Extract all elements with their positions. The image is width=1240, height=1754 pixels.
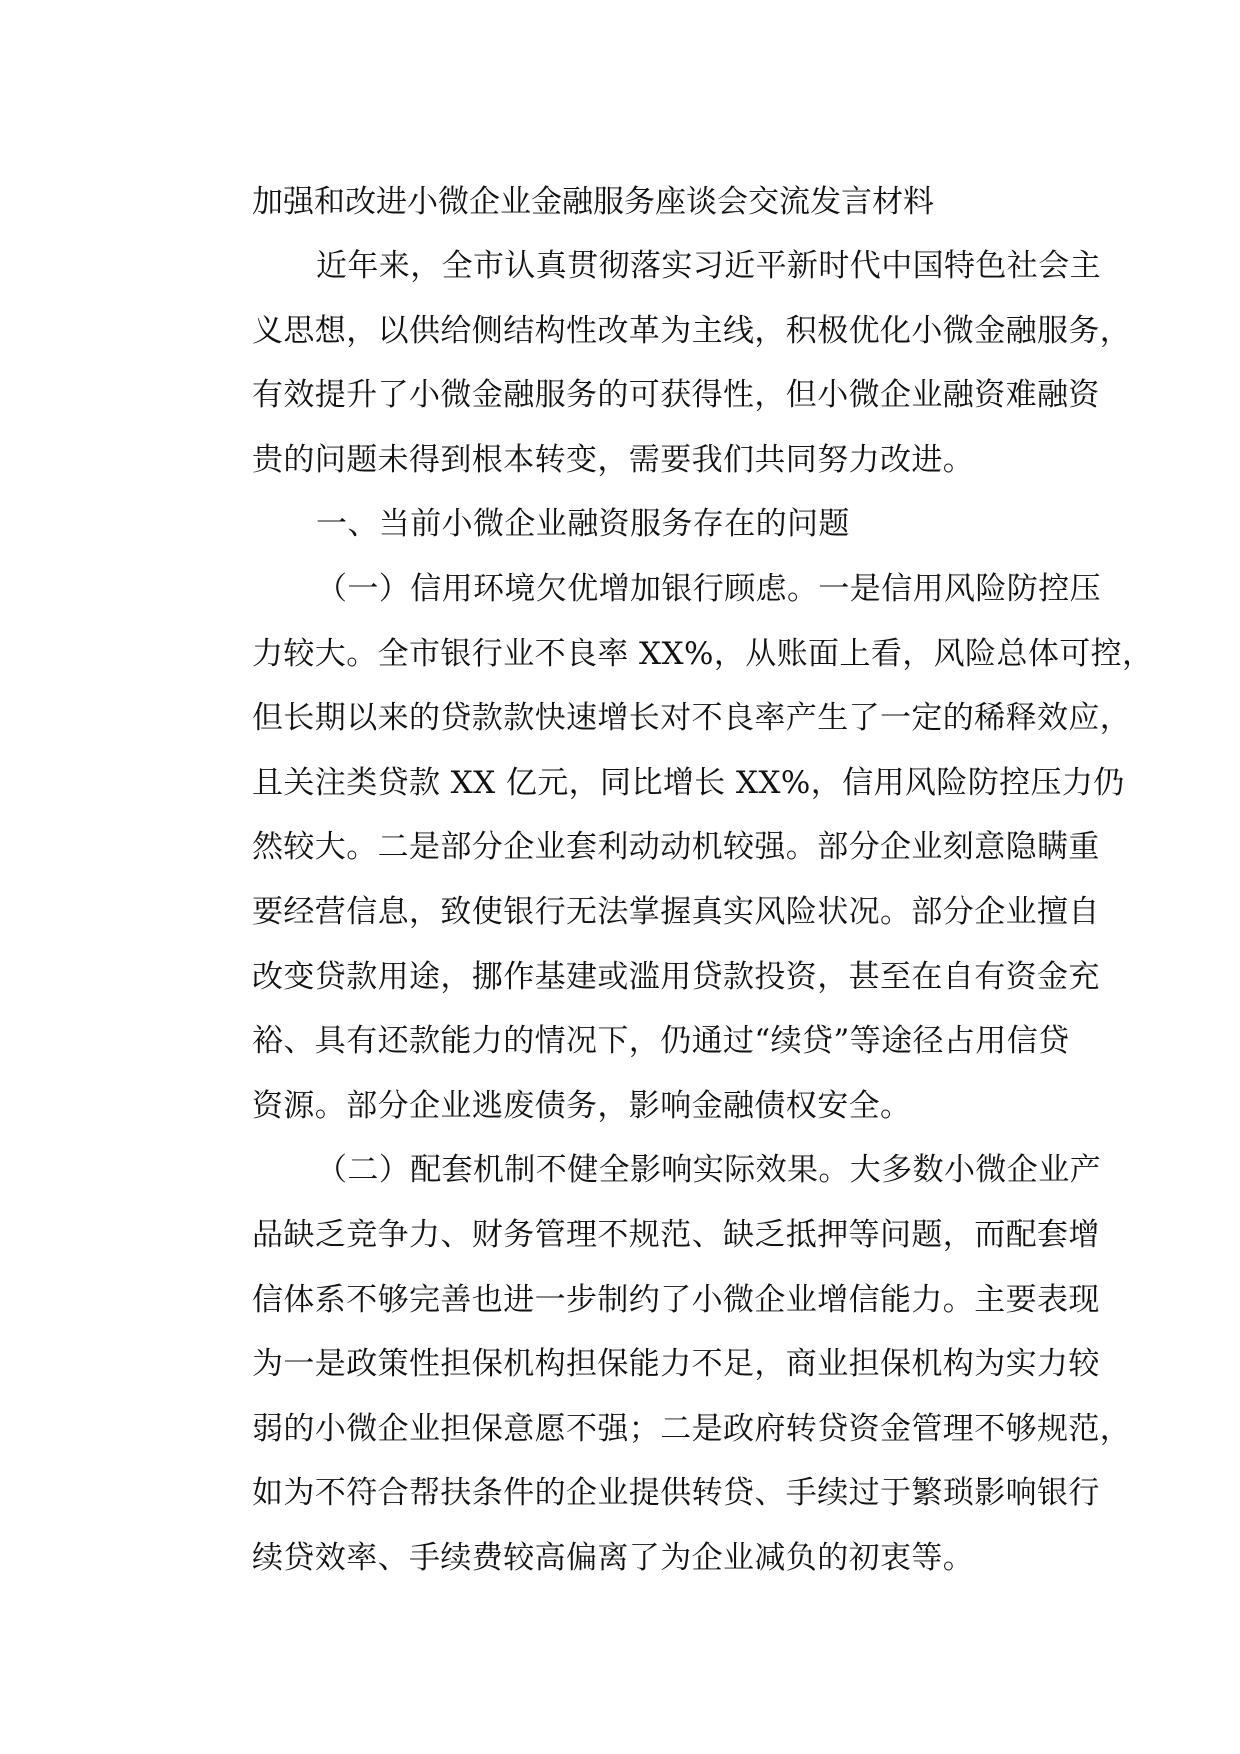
text-line: 如为不符合帮扶条件的企业提供转贷、手续过于繁琐影响银行	[252, 1475, 1100, 1512]
text-line: 然较大。二是部分企业套利动动机较强。部分企业刻意隐瞒重	[252, 829, 1100, 866]
paragraph-intro	[188, 234, 1132, 492]
text-line: （二）配套机制不健全影响实际效果。大多数小微企业产	[316, 1152, 1101, 1189]
text-line: （一）信用环境欠优增加银行顾虑。一是信用风险防控压	[316, 570, 1101, 607]
text-line: 有效提升了小微金融服务的可获得性，但小微企业融资难融资	[252, 377, 1100, 414]
section-heading-1	[188, 492, 1088, 557]
text-line: 义思想，以供给侧结构性改革为主线，积极优化小微金融服务，	[252, 312, 1132, 349]
text-line: 弱的小微企业担保意愿不强；二是政府转贷资金管理不够规范，	[252, 1410, 1132, 1447]
text-line: 为一是政策性担保机构担保能力不足，商业担保机构为实力较	[252, 1346, 1100, 1383]
paragraph-credit-environment	[188, 557, 1154, 1138]
text-line: 资源。部分企业逃废债务，影响金融债权安全。	[252, 1087, 912, 1124]
text-line: 一、当前小微企业融资服务存在的问题	[316, 506, 850, 543]
document-body	[188, 170, 1154, 1590]
text-line: 信体系不够完善也进一步制约了小微企业增信能力。主要表现	[252, 1281, 1100, 1318]
text-line: 续贷效率、手续费较高偏离了为企业减负的初衷等。	[252, 1539, 975, 1576]
text-line: 裕、具有还款能力的情况下，仍通过“续贷”等途径占用信贷	[252, 1023, 1070, 1060]
text-line: 但长期以来的贷款款快速增长对不良率产生了一定的稀释效应，	[252, 700, 1132, 737]
text-line: 贵的问题未得到根本转变，需要我们共同努力改进。	[252, 441, 975, 478]
text-line: 近年来，全市认真贯彻落实习近平新时代中国特色社会主	[316, 248, 1101, 284]
paragraph-supporting-mechanism	[188, 1138, 1132, 1590]
text-line: 力较大。全市银行业不良率 XX%，从账面上看，风险总体可控，	[252, 635, 1154, 672]
text-line: 品缺乏竞争力、财务管理不规范、缺乏抵押等问题，而配套增	[252, 1216, 1100, 1253]
text-line: 且关注类贷款 XX 亿元，同比增长 XX%，信用风险防控压力仍	[252, 764, 1125, 801]
text-line: 要经营信息，致使银行无法掌握真实风险状况。部分企业擅自	[252, 893, 1100, 930]
text-line: 改变贷款用途，挪作基建或滥用贷款投资，甚至在自有资金充	[252, 958, 1100, 995]
document-title: 加强和改进小微企业金融服务座谈会交流发言材料	[252, 184, 934, 220]
